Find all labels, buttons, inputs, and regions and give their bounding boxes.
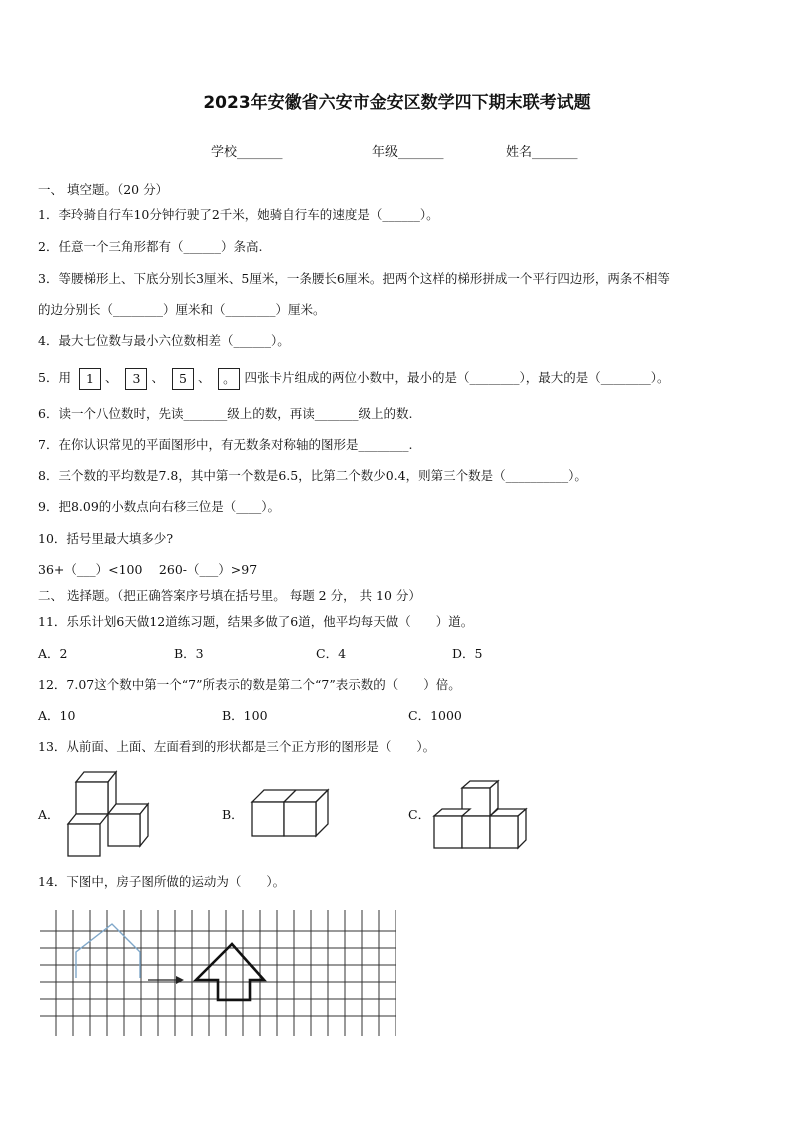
- card-separator: 、: [151, 370, 164, 385]
- question-9: 9．把8.09的小数点向右移三位是（____）。: [38, 499, 281, 514]
- question-4: 4．最大七位数与最小六位数相差（______）。: [38, 333, 290, 348]
- question-5-prefix: 5．用: [38, 370, 71, 385]
- option-b[interactable]: B．3: [174, 646, 204, 661]
- question-5-text: 四张卡片组成的两位小数中，最小的是（________），最大的是（________）。: [244, 370, 670, 385]
- section-1-heading: 一、 填空题。（20 分）: [38, 182, 169, 197]
- card-decimal-point: 。: [218, 368, 240, 390]
- question-12: 12．7.07这个数中第一个“7”所表示的数是第二个“7”表示数的（ ）倍。: [38, 677, 461, 692]
- question-13: 13．从前面、上面、左面看到的形状都是三个正方形的图形是（ ）。: [38, 739, 436, 754]
- original-house-shape: [76, 924, 140, 978]
- question-5: [38, 366, 669, 390]
- option-a[interactable]: A．2: [38, 646, 68, 661]
- option-d[interactable]: D．5: [452, 646, 483, 661]
- question-1: 1．李玲骑自行车10分钟行驶了2千米，她骑自行车的速度是（______）。: [38, 207, 439, 222]
- page-title: 2023年安徽省六安市金安区数学四下期末联考试题: [203, 93, 591, 113]
- option-a[interactable]: A．10: [38, 708, 76, 723]
- card-3: 3: [125, 368, 147, 390]
- cube-figure-a: [62, 766, 158, 860]
- option-a[interactable]: A．: [38, 807, 60, 822]
- option-c[interactable]: C．1000: [408, 708, 462, 723]
- house-translation-grid: [40, 910, 396, 1036]
- question-3-line-1: 3．等腰梯形上、下底分别长3厘米、5厘米，一条腰长6厘米。把两个这样的梯形拼成一个平行四边形，两条不相等: [38, 271, 670, 286]
- question-14: 14．下图中，房子图所做的运动为（ ）。: [38, 874, 286, 889]
- arrow-head-icon: [176, 976, 184, 984]
- question-7: 7．在你认识常见的平面图形中，有无数条对称轴的图形是________.: [38, 437, 413, 452]
- card-5: 5: [172, 368, 194, 390]
- card-separator: 、: [197, 370, 211, 385]
- question-2: 2．任意一个三角形都有（______）条高.: [38, 239, 263, 254]
- option-b[interactable]: B．: [222, 807, 244, 822]
- grade-field[interactable]: 年级_______: [372, 145, 444, 160]
- question-6: 6．读一个八位数时，先读_______级上的数，再读_______级上的数.: [38, 406, 413, 421]
- question-10: 10．括号里最大填多少?: [38, 531, 174, 546]
- option-b[interactable]: B．100: [222, 708, 268, 723]
- moved-house-shape: [196, 944, 264, 1000]
- option-c[interactable]: C．: [408, 807, 431, 822]
- section-2-heading: 二、 选择题。（把正确答案序号填在括号里。 每题 2 分， 共 10 分）: [38, 588, 421, 603]
- card-separator: 、: [104, 370, 118, 385]
- question-3-line-2: 的边分别长（________）厘米和（________）厘米。: [38, 302, 326, 317]
- option-c[interactable]: C．4: [316, 646, 347, 661]
- cube-figure-b: [248, 784, 332, 840]
- name-field[interactable]: 姓名_______: [506, 145, 578, 160]
- question-8: 8．三个数的平均数是7.8，其中第一个数是6.5，比第二个数少0.4，则第三个数是（__________）。: [38, 468, 587, 483]
- question-10-blanks: 36+（___）<100 260-（___）>97: [38, 562, 258, 577]
- card-1: 1: [79, 368, 101, 390]
- school-field[interactable]: 学校_______: [211, 145, 283, 160]
- question-11: 11．乐乐计划6天做12道练习题，结果多做了6道，他平均每天做（ ）道。: [38, 614, 474, 629]
- cube-figure-c: [430, 778, 534, 852]
